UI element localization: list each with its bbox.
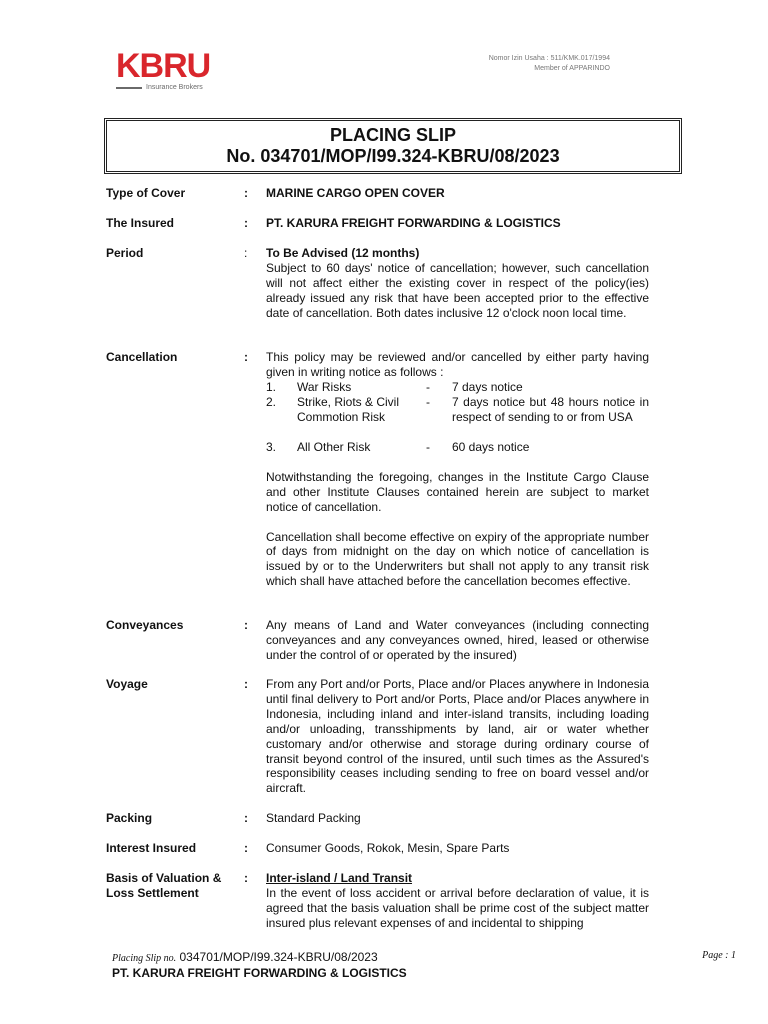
field-value bbox=[266, 350, 649, 589]
item-number: 3. bbox=[266, 439, 277, 454]
list-item bbox=[266, 440, 649, 455]
item-number: 2. bbox=[266, 394, 277, 409]
field-colon: : bbox=[244, 216, 248, 230]
field-value: PT. KARURA FREIGHT FORWARDING & LOGISTICS bbox=[266, 216, 561, 230]
logo-divider bbox=[116, 87, 142, 89]
footer-prefix: Placing Slip no. bbox=[112, 953, 177, 964]
field-label: Packing bbox=[106, 811, 153, 825]
field-label: The Insured bbox=[106, 216, 175, 230]
valuation-heading: Inter-island / Land Transit bbox=[266, 871, 413, 885]
slip-number: No. 034701/MOP/I99.324-KBRU/08/2023 bbox=[226, 146, 560, 166]
field-value: Standard Packing bbox=[266, 811, 361, 825]
field-label bbox=[106, 871, 241, 901]
company-logo bbox=[116, 48, 216, 91]
footer-slip-number: 034701/MOP/I99.324-KBRU/08/2023 bbox=[176, 950, 378, 964]
cancellation-paragraph: Notwithstanding the foregoing, changes in the Institute Cargo Clause and other Institute Clauses contained herein are subject to market notice of cancellation. bbox=[266, 469, 649, 514]
item-notice: 7 days notice bbox=[452, 379, 523, 394]
field-value: Consumer Goods, Rokok, Mesin, Spare Parts bbox=[266, 841, 510, 855]
field-label: Conveyances bbox=[106, 618, 184, 632]
field-value bbox=[266, 871, 649, 931]
item-number: 1. bbox=[266, 379, 277, 394]
item-notice: 60 days notice bbox=[452, 439, 530, 454]
company-registration bbox=[489, 54, 610, 74]
logo-wordmark: KBRU bbox=[116, 47, 211, 85]
field-colon: : bbox=[244, 246, 248, 260]
field-value: MARINE CARGO OPEN COVER bbox=[266, 186, 445, 200]
cancellation-paragraph: Cancellation shall become effective on expiry of the appropriate number of days from midnight on the day on which notice of cancellation is issued by or to the Underwriters but shall not apply to any transit risk which shall have attached before the cancellation becomes effective. bbox=[266, 529, 649, 589]
period-text: Subject to 60 days' notice of cancellation; however, such cancellation will not affect either the existing cover in respect of the policy(ies) already issued any risk that have been accepted prior to the effective date of cancellation. Both dates inclusive 12 o'clock noon local time. bbox=[266, 260, 649, 320]
valuation-text: In the event of loss accident or arrival before declaration of value, it is agreed that the basis valuation shall be prime cost of the subject matter insured plus relevant expenses of and incidental to shipping bbox=[266, 885, 649, 930]
field-value: From any Port and/or Ports, Place and/or Places anywhere in Indonesia until final delivery to Port and/or Ports, Place and/or Places anywhere in Indonesia, including inland and inter-island transits, including loading and/or unloading, transshipments by land, air or water whether customary and/or otherwise and storage during ordinary course of transit beyond control of the insured, until such times as the Assured's responsibility ceases including sending to free on board vessel and/or aircraft. bbox=[266, 677, 649, 796]
license-number: Nomor Izin Usaha : 511/KMK.017/1994 bbox=[488, 55, 610, 62]
label-line: Loss Settlement bbox=[106, 885, 199, 900]
field-label: Voyage bbox=[106, 677, 148, 691]
field-colon: : bbox=[244, 618, 248, 632]
field-label: Cancellation bbox=[106, 350, 178, 364]
document-title: PLACING SLIP bbox=[329, 125, 456, 145]
item-notice: 7 days notice but 48 hours notice in respect of sending to or from USA bbox=[452, 394, 649, 424]
field-label: Interest Insured bbox=[106, 841, 197, 855]
page-footer bbox=[112, 950, 407, 981]
item-dash: - bbox=[426, 439, 430, 454]
item-risk: All Other Risk bbox=[297, 439, 371, 454]
page-number: Page : 1 bbox=[702, 950, 736, 961]
list-item bbox=[266, 395, 649, 440]
list-item bbox=[266, 380, 649, 395]
field-colon: : bbox=[244, 677, 248, 691]
logo-caption: Insurance Brokers bbox=[146, 84, 203, 91]
label-line: Basis of Valuation & bbox=[106, 871, 222, 885]
item-risk: War Risks bbox=[297, 379, 352, 394]
field-colon: : bbox=[244, 350, 248, 364]
field-colon: : bbox=[244, 186, 248, 200]
item-dash: - bbox=[426, 379, 430, 394]
field-colon: : bbox=[244, 811, 248, 825]
footer-insured: PT. KARURA FREIGHT FORWARDING & LOGISTICS bbox=[112, 966, 407, 980]
cancellation-intro: This policy may be reviewed and/or cancelled by either party having given in writing notice as follows : bbox=[266, 350, 649, 379]
field-colon: : bbox=[244, 841, 248, 855]
field-value bbox=[266, 246, 649, 321]
field-colon: : bbox=[244, 871, 248, 885]
field-label: Type of Cover bbox=[106, 186, 186, 200]
period-heading: To Be Advised (12 months) bbox=[266, 246, 420, 260]
item-dash: - bbox=[426, 394, 430, 409]
field-label: Period bbox=[106, 246, 144, 260]
field-value: Any means of Land and Water conveyances (including connecting conveyances and any conveyances owned, hired, leased or otherwise under the control of or operated by the insured) bbox=[266, 618, 649, 662]
item-risk: Strike, Riots & Civil Commotion Risk bbox=[297, 394, 400, 424]
membership: Member of APPARINDO bbox=[534, 65, 610, 72]
title-box bbox=[104, 118, 682, 174]
